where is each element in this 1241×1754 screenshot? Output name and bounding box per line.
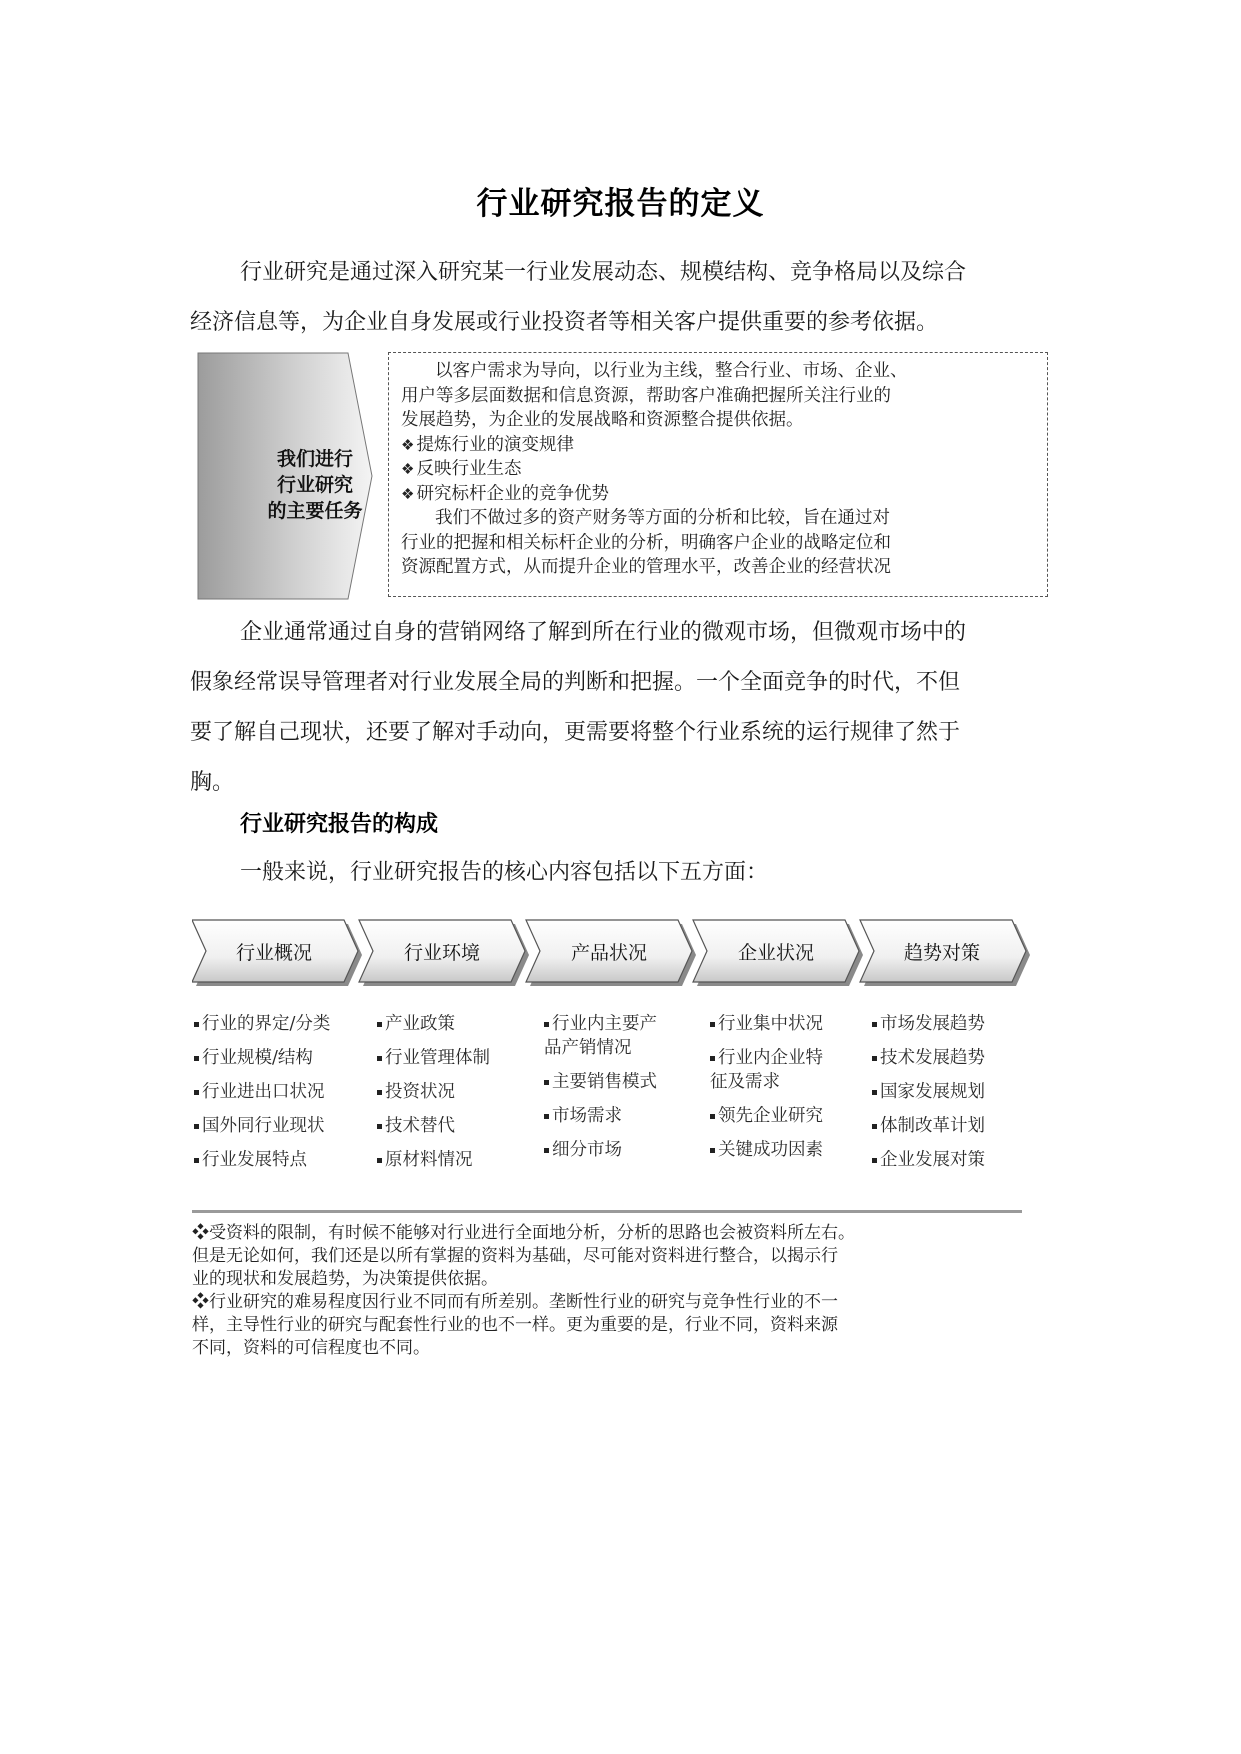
tasks-bullet-text: 反映行业生态 (416, 459, 522, 479)
tasks-intro-line: 以客户需求为导向，以行业为主线，整合行业、市场、企业、 (435, 361, 908, 381)
aspect-item (710, 1012, 823, 1036)
paragraph-line: 经济信息等，为企业自身发展或行业投资者等相关客户提供重要的参考依据。 (190, 310, 939, 335)
aspect-item (872, 1080, 985, 1104)
aspect-item-text: 市场需求 (552, 1106, 622, 1126)
diamond-bullet-icon: ❖ (401, 484, 415, 503)
aspect-item-text: 行业管理体制 (385, 1048, 490, 1068)
tasks-label-line: 我们进行 (276, 448, 353, 470)
section-intro: 一般来说，行业研究报告的核心内容包括以下五方面： (240, 860, 769, 885)
square-bullet-icon (544, 1148, 549, 1153)
note-line: 样，主导性行业的研究与配套性行业的也不一样。更为重要的是，行业不同，资料来源 (192, 1315, 838, 1335)
tasks-intro-line: 发展趋势，为企业的发展战略和资源整合提供依据。 (401, 410, 804, 430)
aspect-item (544, 1138, 657, 1162)
aspect-item-text: 行业的界定/分类 (202, 1014, 331, 1034)
aspect-item-text: 主要销售模式 (552, 1072, 657, 1092)
aspect-column (194, 1012, 330, 1182)
aspect-item (544, 1012, 657, 1036)
tasks-bullet-text: 提炼行业的演变规律 (416, 434, 574, 455)
definition-paragraph (190, 248, 1050, 348)
aspect-item (872, 1114, 985, 1138)
aspect-item-text: 行业发展特点 (202, 1150, 307, 1170)
aspect-column (377, 1012, 490, 1182)
aspect-item (710, 1046, 823, 1070)
aspect-item (544, 1104, 657, 1128)
tasks-bullet (401, 457, 1037, 482)
aspect-item-text: 关键成功因素 (718, 1140, 823, 1160)
square-bullet-icon (710, 1056, 715, 1061)
aspect-item (872, 1148, 985, 1172)
aspect-item-text: 国家发展规划 (880, 1082, 985, 1102)
square-bullet-icon (377, 1090, 382, 1095)
note-line: ❖行业研究的难易程度因行业不同而有所差别。垄断性行业的研究与竞争性行业的不一 (192, 1292, 838, 1312)
aspect-item-continued (544, 1036, 657, 1060)
tasks-bullet (401, 482, 1037, 507)
aspect-heading: 行业环境 (403, 942, 480, 964)
aspect-item (194, 1148, 330, 1172)
aspect-item (872, 1012, 985, 1036)
aspect-item-text: 领先企业研究 (718, 1106, 823, 1126)
note-line: 不同，资料的可信程度也不同。 (192, 1338, 430, 1358)
tasks-label-line: 的主要任务 (267, 500, 363, 522)
aspect-item-text: 产业政策 (385, 1014, 455, 1034)
aspect-item (194, 1046, 330, 1070)
square-bullet-icon (544, 1114, 549, 1119)
aspect-item (710, 1138, 823, 1162)
aspect-column (872, 1012, 985, 1182)
note-line: 业的现状和发展趋势，为决策提供依据。 (192, 1269, 498, 1289)
aspect-item-text: 技术发展趋势 (880, 1048, 985, 1068)
tasks-closing-line: 资源配置方式，从而提升企业的管理水平，改善企业的经营状况 (401, 557, 891, 577)
aspect-item-text: 国外同行业现状 (202, 1116, 325, 1136)
aspect-item (377, 1012, 490, 1036)
square-bullet-icon (872, 1090, 877, 1095)
tasks-text-box (388, 352, 1048, 597)
aspect-item-text: 征及需求 (710, 1072, 780, 1092)
square-bullet-icon (377, 1056, 382, 1061)
aspect-item-text: 行业进出口状况 (202, 1082, 325, 1102)
square-bullet-icon (194, 1090, 199, 1095)
aspect-heading: 企业状况 (737, 942, 814, 964)
square-bullet-icon (872, 1124, 877, 1129)
square-bullet-icon (377, 1158, 382, 1163)
notes-block (192, 1222, 1052, 1360)
square-bullet-icon (377, 1022, 382, 1027)
aspect-item (194, 1114, 330, 1138)
aspect-column (710, 1012, 823, 1172)
tasks-closing-line: 行业的把握和相关标杆企业的分析，明确客户企业的战略定位和 (401, 532, 891, 553)
aspect-item-text: 行业集中状况 (718, 1014, 823, 1034)
aspect-heading: 产品状况 (570, 942, 647, 964)
research-tasks-figure (196, 351, 1056, 609)
aspect-item (377, 1080, 490, 1104)
square-bullet-icon (194, 1158, 199, 1163)
square-bullet-icon (872, 1022, 877, 1027)
aspect-item (377, 1148, 490, 1172)
report-components-figure (192, 912, 1052, 1382)
tasks-bullet (401, 433, 1037, 458)
market-paragraph (190, 608, 1050, 808)
aspect-item-text: 行业规模/结构 (202, 1048, 313, 1068)
aspect-item-text: 品产销情况 (544, 1038, 632, 1058)
section-heading: 行业研究报告的构成 (240, 812, 439, 837)
aspect-heading: 趋势对策 (903, 942, 980, 964)
paragraph-line: 企业通常通过自身的营销网络了解到所在行业的微观市场，但微观市场中的 (240, 620, 967, 645)
aspect-item (544, 1070, 657, 1094)
square-bullet-icon (544, 1080, 549, 1085)
aspect-item-text: 技术替代 (385, 1116, 455, 1136)
square-bullet-icon (194, 1056, 199, 1061)
aspect-item-text: 企业发展对策 (880, 1150, 985, 1170)
aspect-item-text: 行业内主要产 (552, 1014, 657, 1034)
tasks-intro-line: 用户等多层面数据和信息资源，帮助客户准确把握所关注行业的 (401, 385, 891, 406)
square-bullet-icon (872, 1056, 877, 1061)
square-bullet-icon (194, 1022, 199, 1027)
square-bullet-icon (710, 1114, 715, 1119)
aspect-heading: 行业概况 (235, 942, 312, 964)
aspect-item (377, 1046, 490, 1070)
tasks-label-line: 行业研究 (276, 474, 353, 496)
aspect-item-text: 体制改革计划 (880, 1116, 985, 1136)
aspect-item-text: 市场发展趋势 (880, 1014, 985, 1034)
square-bullet-icon (377, 1124, 382, 1129)
aspect-column (544, 1012, 657, 1172)
divider (192, 1210, 1022, 1213)
aspect-item (710, 1104, 823, 1128)
paragraph-line: 要了解自己现状，还要了解对手动向，更需要将整个行业系统的运行规律了然于 (190, 720, 961, 745)
aspect-item (377, 1114, 490, 1138)
square-bullet-icon (194, 1124, 199, 1129)
tasks-closing-line: 我们不做过多的资产财务等方面的分析和比较，旨在通过对 (435, 508, 890, 528)
aspect-item (194, 1012, 330, 1036)
paragraph-line: 胸。 (190, 770, 235, 795)
tasks-bullet-text: 研究标杆企业的竞争优势 (416, 483, 609, 504)
aspect-item (872, 1046, 985, 1070)
paragraph-line: 假象经常误导管理者对行业发展全局的判断和把握。一个全面竞争的时代，不但 (190, 670, 961, 695)
paragraph-line: 行业研究是通过深入研究某一行业发展动态、规模结构、竞争格局以及综合 (240, 260, 967, 285)
page-title: 行业研究报告的定义 (476, 186, 765, 222)
aspect-item-text: 行业内企业特 (718, 1048, 823, 1068)
diamond-bullet-icon: ❖ (401, 435, 415, 454)
diamond-bullet-icon: ❖ (401, 460, 415, 478)
square-bullet-icon (544, 1022, 549, 1027)
square-bullet-icon (710, 1148, 715, 1153)
note-line: ❖受资料的限制，有时候不能够对行业进行全面地分析，分析的思路也会被资料所左右。 (192, 1223, 855, 1243)
note-line: 但是无论如何，我们还是以所有掌握的资料为基础，尽可能对资料进行整合，以揭示行 (192, 1246, 838, 1266)
aspect-item-text: 原材料情况 (385, 1150, 473, 1170)
aspect-item-continued (710, 1070, 823, 1094)
aspect-item-text: 投资状况 (385, 1082, 455, 1102)
square-bullet-icon (872, 1158, 877, 1163)
aspect-item (194, 1080, 330, 1104)
aspect-item-text: 细分市场 (552, 1140, 622, 1160)
square-bullet-icon (710, 1022, 715, 1027)
